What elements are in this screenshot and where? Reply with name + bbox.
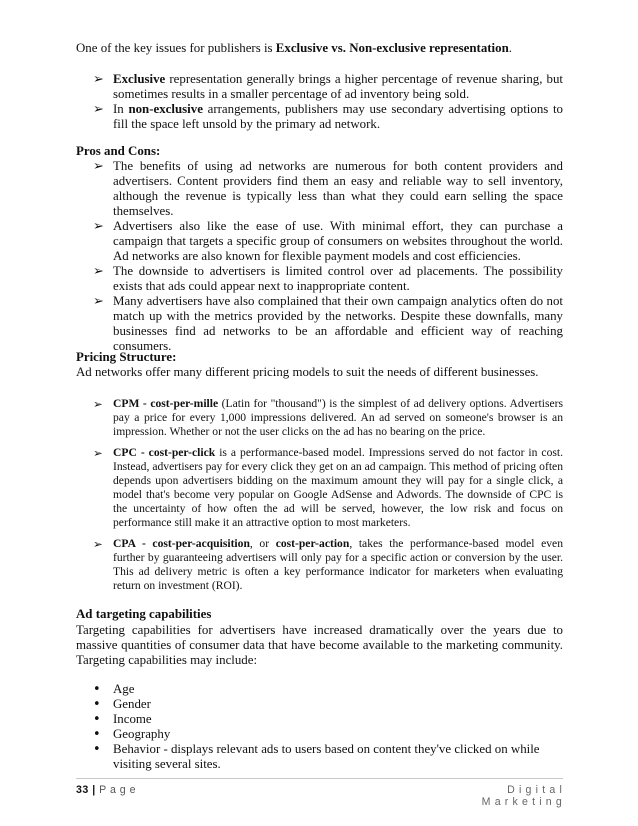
cpc-bold: CPC - cost-per-click [113, 446, 216, 459]
pricing-heading [76, 350, 563, 365]
representation-bullet-2 [93, 102, 563, 132]
targeting-heading [76, 607, 563, 622]
intro-post: . [508, 41, 512, 55]
cpm-text: (Latin for "thousand") is the simplest of ad delivery options. Advertisers pay a price for every 1,000 impressions delivered. An ad served on someone's browser is an impression. Whether or not the user clicks on the ad has no bearing on the price. [113, 397, 563, 438]
pros-cons-item-1 [93, 159, 563, 219]
targeting-item-income [93, 712, 563, 727]
arrow-bullet-icon: ➢ [93, 102, 104, 117]
pricing-model-cpa [93, 537, 563, 593]
cpa-bold: CPA - cost-per-acquisition [113, 537, 250, 550]
footer-page-number [76, 784, 136, 796]
bullet-dot-icon: • [93, 712, 101, 727]
bullet-dot-icon: • [93, 697, 101, 712]
targeting-item-text: Behavior - displays relevant ads to users based on content they've clicked on while visiting several sites. [113, 742, 540, 771]
cpa-text: , takes the performance-based model even further by guaranteeing advertisers will only pay for a specific action or conversion by the user. This ad delivery metric is often a key performance indicator for marketers when evaluating return on investment (ROI). [113, 537, 563, 592]
intro-paragraph [76, 41, 563, 56]
targeting-item-behavior [93, 742, 563, 772]
pricing-model-cpm [93, 397, 563, 439]
bullet-dot-icon: • [93, 682, 101, 697]
targeting-item-text: Age [113, 682, 135, 696]
pros-cons-item-2 [93, 219, 563, 264]
nonexclusive-pre: In [113, 102, 129, 116]
targeting-item-text: Gender [113, 697, 151, 711]
pros-cons-item-4 [93, 294, 563, 354]
pros-cons-item-text: Advertisers also like the ease of use. With minimal effort, they can purchase a campaign that targets a specific group of consumers on websites throughout the world. Ad networks are also known for flexible payment models and cost efficiencies. [113, 219, 563, 263]
cpa-bold2: cost-per-action [275, 537, 350, 550]
targeting-item-text: Geography [113, 727, 171, 741]
page-number: 33 [76, 784, 89, 796]
cpa-mid: , or [249, 537, 276, 550]
nonexclusive-text: arrangements, publishers may use secondary advertising options to fill the space left unsold by the primary ad network. [113, 102, 563, 131]
pricing-model-cpc [93, 446, 563, 530]
footer-rule [76, 778, 563, 779]
exclusive-text: representation generally brings a higher percentage of revenue sharing, but sometimes results in a smaller percentage of ad inventory being sold. [113, 72, 563, 101]
page-separator: | [88, 784, 100, 796]
pricing-heading-text: Pricing Structure: [76, 350, 177, 364]
page-word: P a g e [99, 784, 137, 796]
arrow-bullet-icon: ➢ [93, 446, 103, 460]
cpm-bold: CPM - cost-per-mille [113, 397, 219, 410]
footer-title: Digital Marketing [481, 784, 566, 808]
pricing-intro: Ad networks offer many different pricing models to suit the needs of different businesses. [76, 365, 539, 379]
bullet-dot-icon: • [93, 742, 101, 757]
pros-cons-heading [76, 144, 563, 159]
targeting-intro: Targeting capabilities for advertisers have increased dramatically over the years due to massive quantities of consumer data that have become available to the marketing community. Targeting capabilities may include: [76, 623, 563, 667]
intro-bold: Exclusive vs. Non-exclusive representation [275, 41, 509, 55]
intro-pre: One of the key issues for publishers is [76, 41, 276, 55]
bullet-dot-icon: • [93, 727, 101, 742]
arrow-bullet-icon: ➢ [93, 264, 104, 279]
arrow-bullet-icon: ➢ [93, 159, 104, 174]
exclusive-bold: Exclusive [113, 72, 166, 86]
pros-cons-item-3 [93, 264, 563, 294]
pros-cons-item-text: Many advertisers have also complained that their own campaign analytics often do not match up with the metrics provided by the networks. Despite these downfalls, many businesses find ad networks to be an affordable and efficient way of reaching consumers. [113, 294, 563, 353]
pros-cons-item-text: The benefits of using ad networks are numerous for both content providers and advertisers. Content providers find them an easy and reliable way to sell inventory, although the revenue is typically less than what they could earn selling the space themselves. [113, 159, 563, 218]
targeting-item-gender [93, 697, 563, 712]
cpc-text: is a performance-based model. Impressions served do not factor in cost. Instead, advertisers pay for every click they get on an ad campaign. This method of pricing often depends upon advertisers bidding on the maximum amount they will pay for a single click, a model that's become very popular on Google AdSense and Adwords. The downside of CPC is the uncertainty of how often the ad will be served, however, the low risk and focus on performance still make it an attractive option to most marketers. [113, 446, 564, 529]
arrow-bullet-icon: ➢ [93, 72, 104, 87]
targeting-item-age [93, 682, 563, 697]
targeting-heading-text: Ad targeting capabilities [76, 607, 212, 621]
arrow-bullet-icon: ➢ [93, 219, 104, 234]
targeting-item-text: Income [113, 712, 152, 726]
arrow-bullet-icon: ➢ [93, 294, 104, 309]
arrow-bullet-icon: ➢ [93, 397, 103, 411]
pros-cons-item-text: The downside to advertisers is limited control over ad placements. The possibility exists that ads could appear next to inappropriate content. [113, 264, 563, 293]
representation-bullet-1 [93, 72, 563, 102]
targeting-item-geography [93, 727, 563, 742]
pros-cons-heading-text: Pros and Cons: [76, 144, 161, 158]
arrow-bullet-icon: ➢ [93, 537, 103, 551]
nonexclusive-bold: non-exclusive [128, 102, 203, 116]
